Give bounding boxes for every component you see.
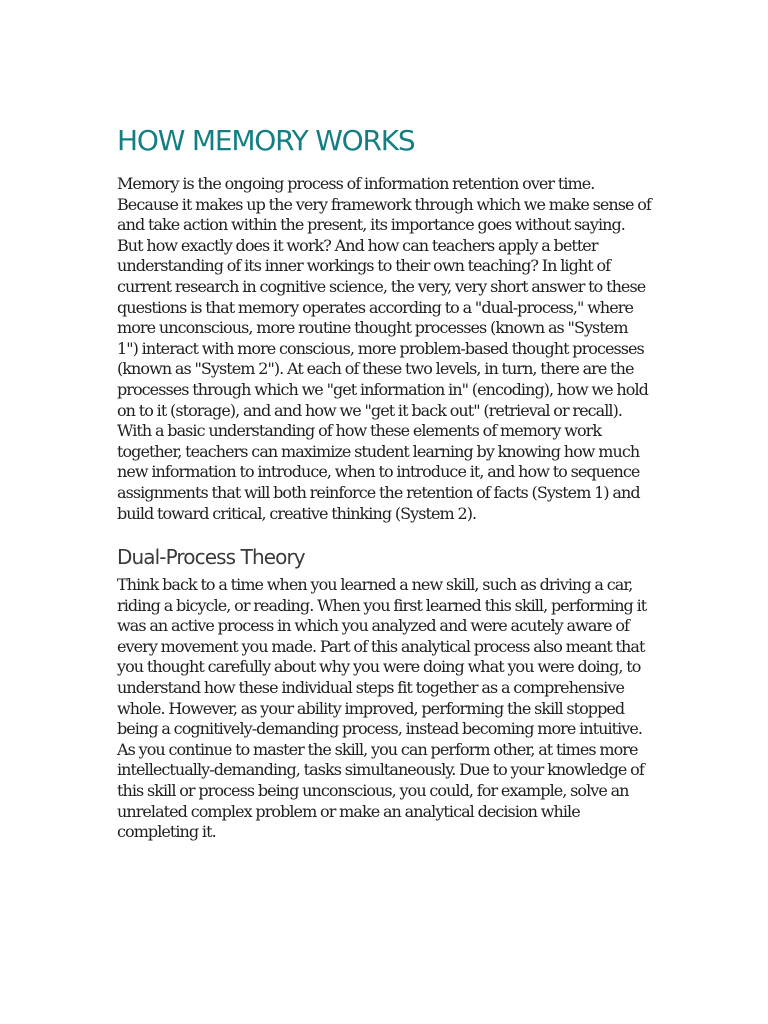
page-title: HOW MEMORY WORKS: [117, 124, 415, 157]
section-paragraph: Think back to a time when you learned a new skill, such as driving a car, riding a bicycle, or reading. When you first learned this skill, performing it was an active process in which you analyzed and were acutely aware of every movement you made. Part of this analytical process also meant that you thought carefully about why you were doing what you were doing, to understand how these individual steps fit together as a comprehensive whole. However, as your ability improved, performing the skill stopped being a cognitively-demanding process, instead becoming more intuitive. As you continue to master the skill, you can perform other, at times more intellectually-demanding, tasks simultaneously. Due to your knowledge of this skill or process being unconscious, you could, for example, solve an unrelated complex problem or make an analytical decision while completing it.: [117, 575, 647, 842]
document-content: [117, 124, 652, 843]
section-heading: Dual-Process Theory: [117, 545, 305, 570]
intro-paragraph: Memory is the ongoing process of information retention over time. Because it makes up the very framework through which we make sense of and take action within the present, its importance goes without saying. But how exactly does it work? And how can teachers apply a better understanding of its inner workings to their own teaching? In light of current research in cognitive science, the very, very short answer to these questions is that memory operates according to a "dual-process," where more unconscious, more routine thought processes (known as "System 1") interact with more conscious, more problem-based thought processes (known as "System 2"). At each of these two levels, in turn, there are the processes through which we "get information in" (encoding), how we hold on to it (storage), and and how we "get it back out" (retrieval or recall). With a basic understanding of how these elements of memory work together, teachers can maximize student learning by knowing how much new information to introduce, when to introduce it, and how to sequence assignments that will both reinforce the retention of facts (System 1) and build toward critical, creative thinking (System 2).: [117, 174, 651, 523]
